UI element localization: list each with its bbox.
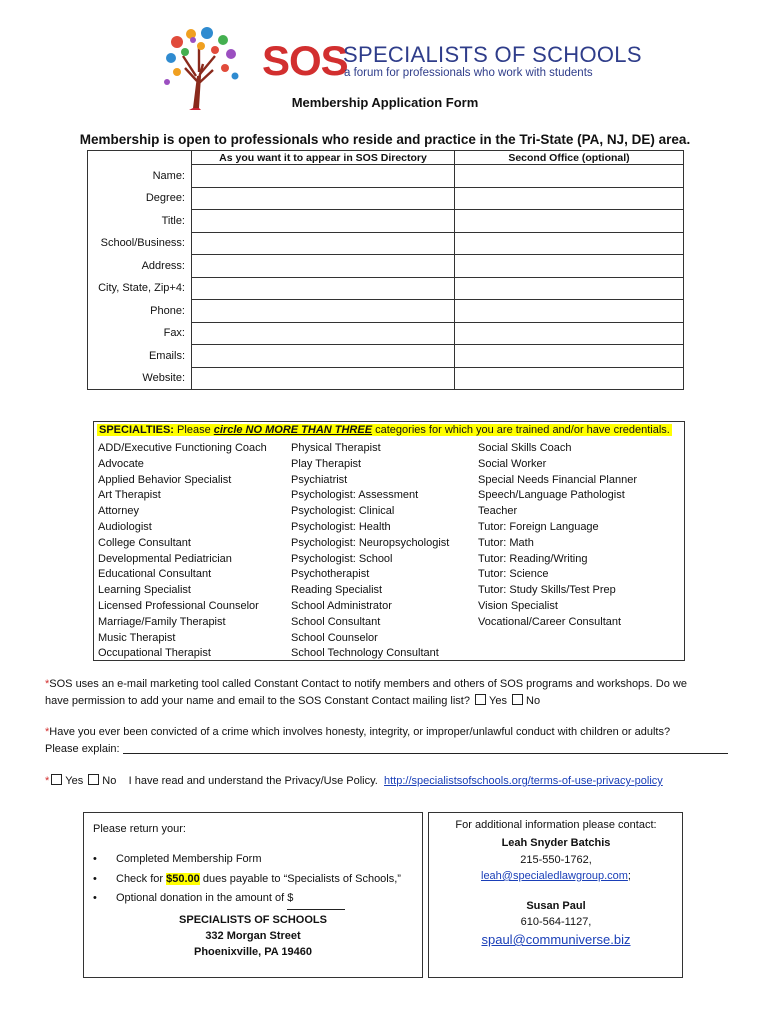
list-item[interactable]: School Technology Consultant [291,647,439,660]
list-item[interactable]: Developmental Pediatrician [98,552,232,565]
list-item[interactable]: Special Needs Financial Planner [478,473,637,486]
mailing-list-no-label: No [526,695,541,707]
list-item[interactable]: Psychologist: Clinical [291,505,395,518]
specialties-heading-emphasis: circle NO MORE THAN THREE [213,424,373,436]
privacy-policy-row [45,773,735,790]
title-second-office-field[interactable] [455,210,684,233]
list-item[interactable]: Music Therapist [98,631,176,644]
logo-tagline: a forum for professionals who work with students [344,67,593,79]
list-item[interactable]: Attorney [98,505,139,518]
privacy-no-label: No [102,775,117,787]
specialties-heading [97,424,672,436]
list-item[interactable]: Marriage/Family Therapist [98,615,226,628]
mailing-list-yes-label: Yes [489,695,507,707]
list-item[interactable]: Applied Behavior Specialist [98,473,232,486]
list-item[interactable]: Reading Specialist [291,584,383,597]
phone-second-office-field[interactable] [455,300,684,323]
contact-2-email-row [430,932,682,947]
contact-1-email-suffix: ; [627,870,631,882]
directory-table [87,150,684,390]
crime-question-text: Have you ever been convicted of a crime which involves honesty, integrity, or improper/unlawful conduct with children or adults? [49,726,671,738]
list-item[interactable]: Licensed Professional Counselor [98,599,259,612]
list-item[interactable]: Social Skills Coach [478,442,572,454]
return-items-list [93,850,401,910]
list-item[interactable]: Tutor: Science [478,568,549,581]
list-item[interactable]: Speech/Language Pathologist [478,489,625,502]
field-label-address: Address: [88,255,192,278]
list-item[interactable]: School Consultant [291,615,381,628]
city-state-zip-field[interactable] [192,277,455,300]
explain-input[interactable] [123,743,728,754]
field-label-title: Title: [88,210,192,233]
second-office-column-header: Second Office (optional) [455,151,684,165]
specialties-column-2 [291,441,449,662]
directory-header-row [88,151,684,165]
return-box-title: Please return your: [93,823,186,835]
table-row [88,165,684,188]
privacy-yes-label: Yes [65,775,84,787]
privacy-no-checkbox[interactable] [88,774,99,785]
required-marker: * [45,775,50,787]
header-spacer [88,151,192,165]
specialties-heading-post: categories for which you are trained and/or have credentials. [375,424,670,436]
list-item[interactable]: Tutor: Reading/Writing [478,552,588,565]
name-field[interactable] [192,165,455,188]
contact-2-email[interactable]: spaul@communiverse.biz [481,932,631,947]
list-item[interactable]: Physical Therapist [291,442,381,454]
table-row [88,232,684,255]
specialties-column-1 [98,441,267,662]
degree-second-office-field[interactable] [455,187,684,210]
table-row [88,322,684,345]
list-item[interactable]: School Administrator [291,599,392,612]
list-item[interactable]: Vocational/Career Consultant [478,615,622,628]
field-label-phone: Phone: [88,300,192,323]
contact-1-email[interactable]: leah@specialedlawgroup.com [481,870,628,882]
specialties-column-3 [478,441,637,631]
specialties-heading-label: SPECIALTIES: [99,424,174,436]
city-state-zip-second-office-field[interactable] [455,277,684,300]
contact-2-phone: 610-564-1127, [520,916,592,928]
required-marker: * [45,726,50,738]
list-item[interactable]: Psychologist: Health [291,520,391,533]
list-item[interactable]: Audiologist [98,520,152,533]
privacy-policy-link[interactable]: http://specialistsofschools.org/terms-of-use-privacy-policy [384,775,663,787]
field-label-fax: Fax: [88,322,192,345]
table-row [88,345,684,368]
contact-1-name: Leah Snyder Batchis [501,837,611,849]
title-field[interactable] [192,210,455,233]
logo-organization-name: SPECIALISTS OF SCHOOLS [343,42,642,67]
list-item[interactable]: College Consultant [98,536,191,549]
list-item[interactable]: Psychologist: School [291,552,393,565]
address-org: SPECIALISTS OF SCHOOLS [179,914,327,926]
table-row [88,255,684,278]
school-business-field[interactable] [192,232,455,255]
website-second-office-field[interactable] [455,367,684,390]
list-item[interactable]: Psychologist: Assessment [291,489,419,502]
return-item-donation: Optional donation in the amount of [116,892,285,904]
field-label-name: Name: [88,165,192,188]
website-field[interactable] [192,367,455,390]
table-row [88,367,684,390]
table-row [88,277,684,300]
address-field[interactable] [192,255,455,278]
please-explain-label: Please explain: [45,743,120,755]
list-item[interactable]: Advocate [98,457,144,470]
fax-field[interactable] [192,322,455,345]
return-item-form: Completed Membership Form [116,853,262,865]
list-item[interactable]: Psychologist: Neuropsychologist [291,536,450,549]
list-item[interactable]: School Counselor [291,631,378,644]
phone-field[interactable] [192,300,455,323]
list-item [93,889,401,910]
required-marker: * [45,678,50,690]
list-item[interactable]: Occupational Therapist [98,647,211,660]
table-row [88,300,684,323]
field-label-city-state-zip: City, State, Zip+4: [88,277,192,300]
constant-contact-text-2: have permission to add your name and email to the SOS Constant Contact mailing list? [45,695,470,707]
contact-1-phone: 215-550-1762, [520,854,592,866]
contact-box-title: For additional information please contact: [455,819,657,831]
dues-amount: $50.00 [166,872,200,885]
list-item[interactable]: Psychiatrist [291,473,348,486]
return-item-check-pre: Check for [116,872,164,885]
list-item[interactable]: Tutor: Study Skills/Test Prep [478,584,616,597]
list-item [93,870,401,890]
fax-second-office-field[interactable] [455,322,684,345]
mailing-list-yes-checkbox[interactable] [475,694,486,705]
form-title: Membership Application Form [291,95,479,110]
field-label-website: Website: [88,367,192,390]
list-item [93,850,401,870]
table-row [88,210,684,233]
mailing-list-no-checkbox[interactable] [512,694,523,705]
list-item[interactable]: Tutor: Math [478,536,534,549]
list-item[interactable]: Tutor: Foreign Language [478,520,599,533]
list-item[interactable]: Play Therapist [291,457,362,470]
dollar-sign: $ [287,892,294,904]
list-item[interactable]: Learning Specialist [98,584,191,597]
donation-amount-input[interactable] [287,889,345,910]
list-item[interactable]: ADD/Executive Functioning Coach [98,442,267,454]
address-street: 332 Morgan Street [205,930,301,942]
list-item[interactable]: Vision Specialist [478,599,558,612]
list-item[interactable]: Art Therapist [98,489,161,502]
emails-field[interactable] [192,345,455,368]
table-row [88,187,684,210]
address-city: Phoenixville, PA 19460 [193,946,312,958]
list-item[interactable]: Social Worker [478,457,547,470]
field-label-degree: Degree: [88,187,192,210]
privacy-statement: I have read and understand the Privacy/Use Policy. [128,775,378,787]
mailing-address [153,912,353,960]
school-business-second-office-field[interactable] [455,232,684,255]
list-item[interactable]: Teacher [478,505,518,518]
specialties-heading-pre: Please [177,424,211,436]
address-second-office-field[interactable] [455,255,684,278]
field-label-emails: Emails: [88,345,192,368]
degree-field[interactable] [192,187,455,210]
list-item[interactable]: Educational Consultant [98,568,212,581]
logo-abbreviation: SOS [262,37,348,84]
constant-contact-note [45,676,735,710]
return-item-check-post: dues payable to “Specialists of Schools,” [202,872,401,885]
contact-2-name: Susan Paul [526,900,586,912]
eligibility-statement: Membership is open to professionals who reside and practice in the Tri-State (PA, NJ, DE) area. [79,132,691,147]
list-item[interactable]: Psychotherapist [291,568,370,581]
name-second-office-field[interactable] [455,165,684,188]
crime-question [45,724,735,758]
field-label-school-business: School/Business: [88,232,192,255]
directory-column-header: As you want it to appear in SOS Directory [192,151,455,165]
constant-contact-text-1: SOS uses an e-mail marketing tool called Constant Contact to notify members and others of SOS programs and workshops. Do we [49,678,687,690]
privacy-yes-checkbox[interactable] [51,774,62,785]
emails-second-office-field[interactable] [455,345,684,368]
contact-1-email-row [430,870,682,882]
